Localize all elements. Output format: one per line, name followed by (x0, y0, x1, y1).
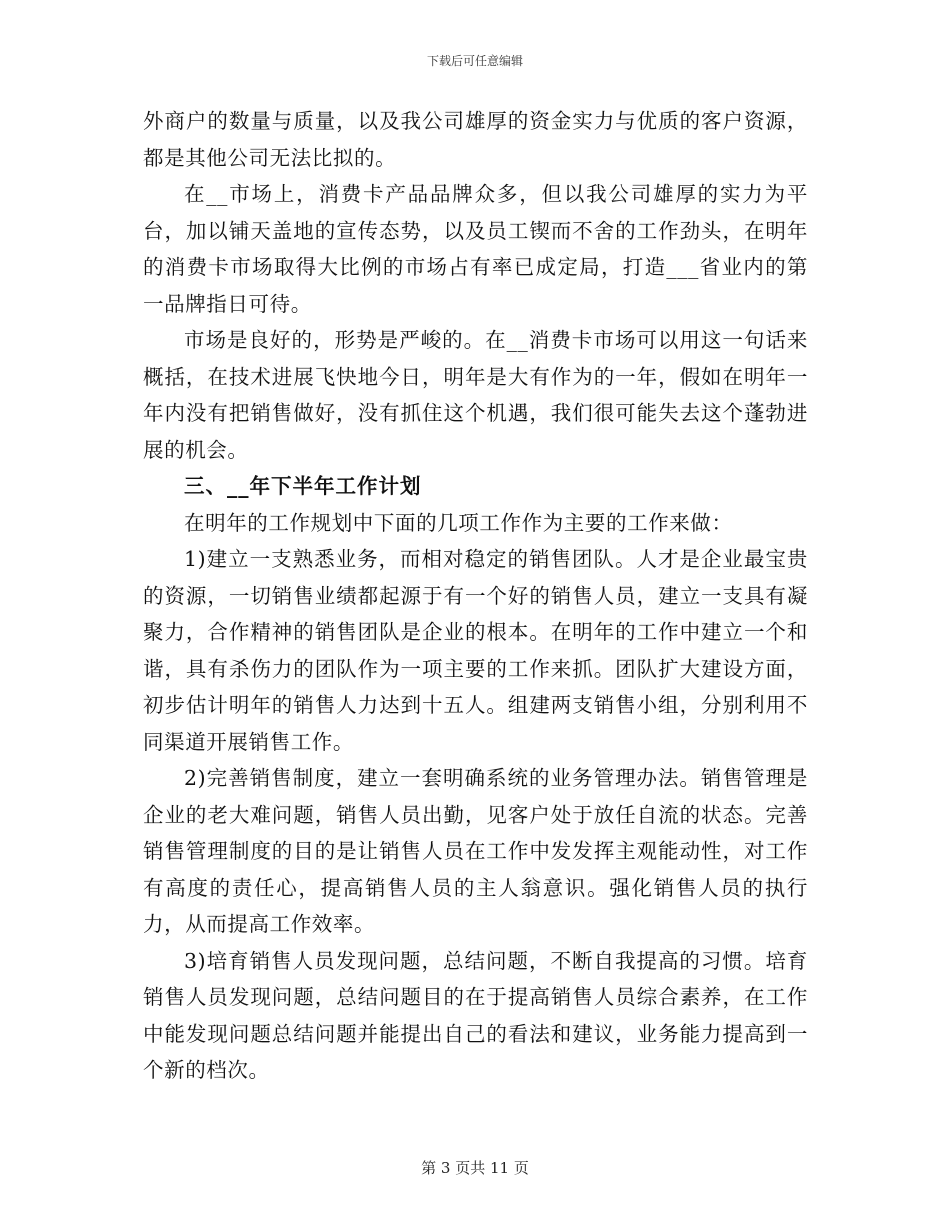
paragraph-plan-item-3: 3)培育销售人员发现问题，总结问题，不断自我提高的习惯。培育销售人员发现问题，总结问题目的在于提高销售人员综合素养，在工作中能发现问题总结问题并能提出自己的看法和建议，业务能力提高到一个新的档次。 (143, 948, 808, 1082)
section-heading-work-plan: 三、__年下半年工作计划 (184, 474, 422, 498)
page-header: 下载后可任意编辑 (426, 54, 523, 68)
document-body (143, 103, 808, 1089)
page-footer: 第 3 页共 11 页 (421, 1159, 529, 1177)
paragraph-market-situation: 市场是良好的，形势是严峻的。在__消费卡市场可以用这一句话来概括，在技术进展飞快地今日，明年是大有作为的一年，假如在明年一年内没有把销售做好，没有抓住这个机遇，我们很可能失去这个蓬勃进展的机会。 (143, 328, 808, 462)
paragraph-market-brand: 在__市场上，消费卡产品品牌众多，但以我公司雄厚的实力为平台，加以铺天盖地的宣传态势，以及员工锲而不舍的工作劲头，在明年的消费卡市场取得大比例的市场占有率已成定局，打造___省业内的第一品牌指日可待。 (143, 182, 808, 316)
paragraph-continuation: 外商户的数量与质量，以及我公司雄厚的资金实力与优质的客户资源，都是其他公司无法比拟的。 (143, 109, 808, 170)
paragraph-plan-item-1: 1)建立一支熟悉业务，而相对稳定的销售团队。人才是企业最宝贵的资源，一切销售业绩都起源于有一个好的销售人员，建立一支具有凝聚力，合作精神的销售团队是企业的根本。在明年的工作中建立一个和谐，具有杀伤力的团队作为一项主要的工作来抓。团队扩大建设方面，初步估计明年的销售人力达到十五人。组建两支销售小组，分别利用不同渠道开展销售工作。 (143, 547, 808, 754)
paragraph-plan-intro: 在明年的工作规划中下面的几项工作作为主要的工作来做： (184, 510, 733, 535)
paragraph-plan-item-2: 2)完善销售制度，建立一套明确系统的业务管理办法。销售管理是企业的老大难问题，销售人员出勤，见客户处于放任自流的状态。完善销售管理制度的目的是让销售人员在工作中发发挥主观能动性，对工作有高度的责任心，提高销售人员的主人翁意识。强化销售人员的执行力，从而提高工作效率。 (143, 766, 808, 936)
